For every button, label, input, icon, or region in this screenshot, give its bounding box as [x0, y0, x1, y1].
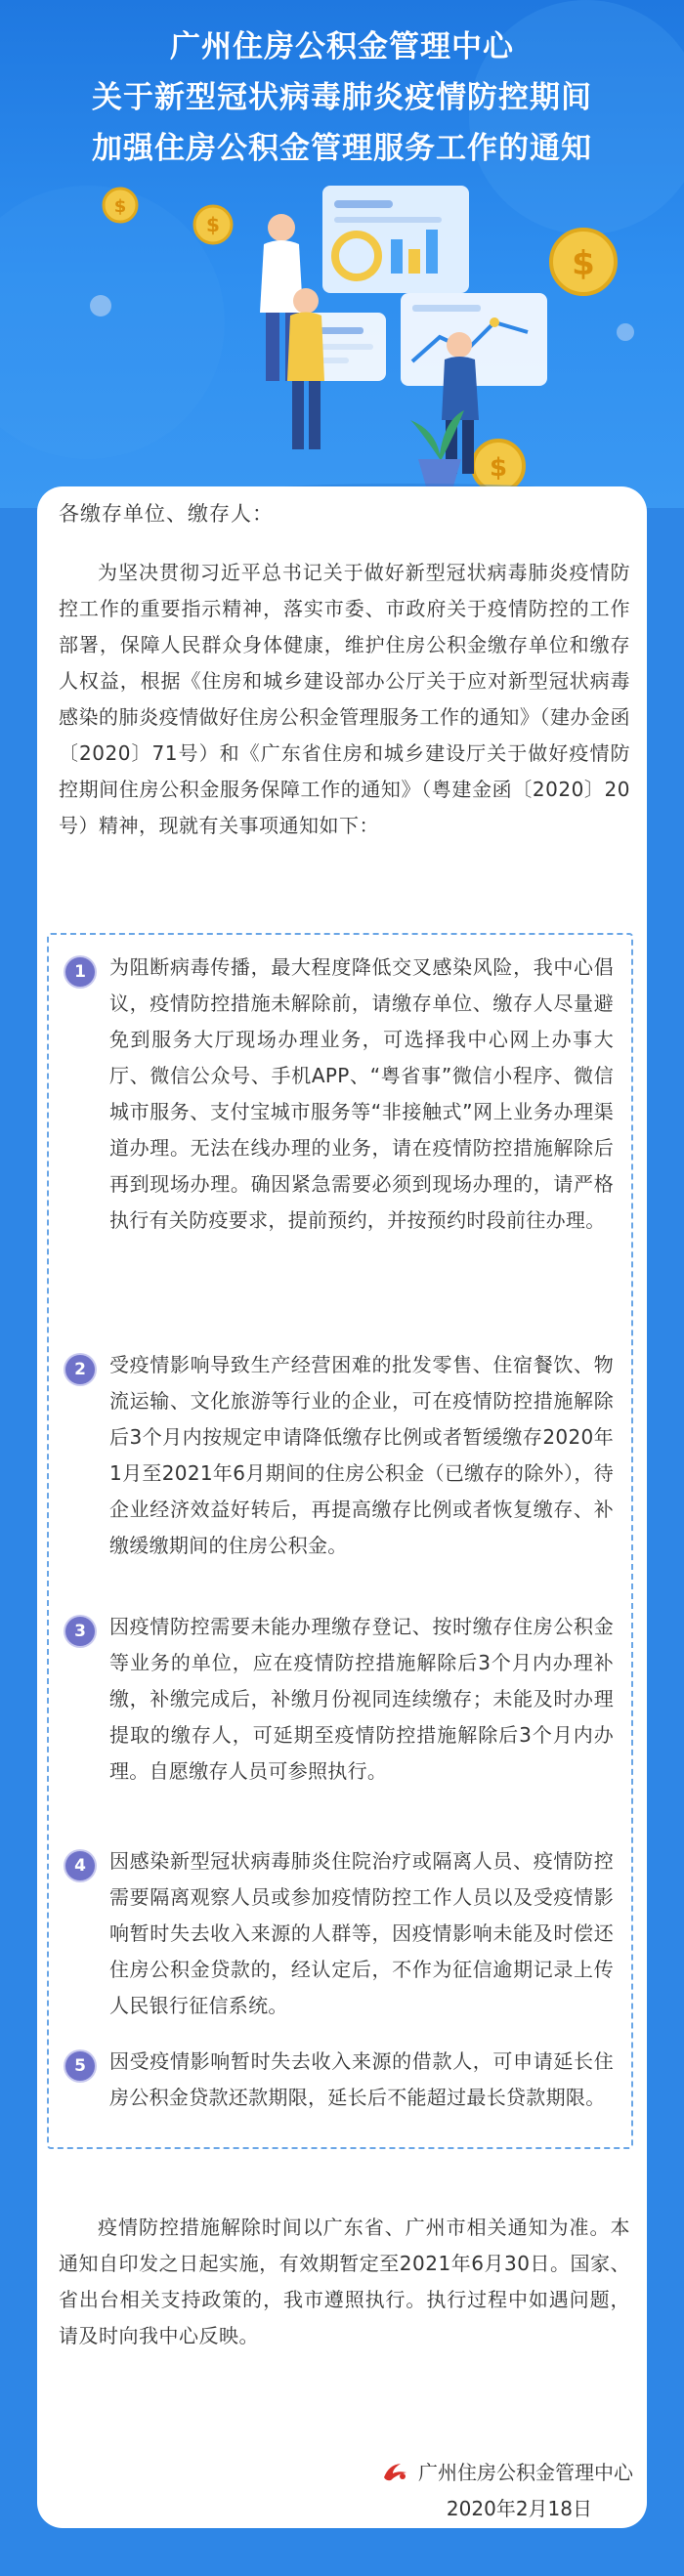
item-number-badge: 2 [65, 1355, 95, 1384]
signature-block [301, 2457, 633, 2521]
item-number-badge: 1 [65, 957, 95, 987]
title-line-2: 关于新型冠状病毒肺炎疫情防控期间 [92, 80, 592, 115]
greeting: 各缴存单位、缴存人： [59, 502, 274, 526]
closing-paragraph: 疫情防控措施解除时间以广东省、广州市相关通知为准。本通知自印发之日起实施，有效期暂定至2021年6月30日。国家、省出台相关支持政策的，我市遵照执行。执行过程中如遇问题，请及时向我中心反映。 [59, 2216, 630, 2347]
coin-icon [551, 230, 616, 294]
svg-text:$: $ [489, 453, 508, 483]
signature-date: 2020年2月18日 [446, 2497, 592, 2520]
list-item: 因疫情防控需要未能办理缴存登记、按时缴存住房公积金等业务的单位，应在疫情防控措施解除后3个月内办理补缴，补缴完成后，补缴月份视同连续缴存；未能及时办理提取的缴存人，可延期至疫情防控措施解除后3个月内办理。自愿缴存人员可参照执行。 [109, 1615, 614, 1783]
svg-text:$: $ [113, 196, 127, 217]
title-line-3: 加强住房公积金管理服务工作的通知 [92, 131, 592, 166]
list-item: 因受疫情影响暂时失去收入来源的借款人，可申请延长住房公积金贷款还款期限，延长后不能超过最长贷款期限。 [109, 2049, 614, 2109]
coin-icon [473, 441, 524, 491]
item-number-badge: 4 [65, 1851, 95, 1880]
signature-org: 广州住房公积金管理中心 [418, 2461, 633, 2484]
title-line-1: 广州住房公积金管理中心 [170, 29, 514, 64]
list-item: 因感染新型冠状病毒肺炎住院治疗或隔离人员、疫情防控需要隔离观察人员或参加疫情防控工作人员以及受疫情影响暂时失去收入来源的人群等，因疫情影响未能及时偿还住房公积金贷款的，经认定后，不作为征信逾期记录上传人民银行征信系统。 [109, 1849, 614, 2017]
list-item: 为阻断病毒传播，最大程度降低交叉感染风险，我中心倡议，疫情防控措施未解除前，请缴存单位、缴存人尽量避免到服务大厅现场办理业务，可选择我中心网上办事大厅、微信公众号、手机APP、“粤省事”微信小程序、微信城市服务、支付宝城市服务等“非接触式”网上业务办理渠道办理。无法在线办理的业务，请在疫情防控措施解除后再到现场办理。确因紧急需要必须到现场办理的，请严格执行有关防疫要求，提前预约，并按预约时段前往办理。 [109, 955, 614, 1232]
dashboard-screen-icon [322, 186, 469, 293]
svg-text:$: $ [206, 213, 220, 236]
coin-icon [194, 206, 232, 243]
coin-icon [104, 189, 137, 222]
intro-paragraph: 为坚决贯彻习近平总书记关于做好新型冠状病毒肺炎疫情防控工作的重要指示精神，落实市委、市政府关于疫情防控的工作部署，保障人民群众身体健康，维护住房公积金缴存单位和缴存人权益，根据《住房和城乡建设部办公厅关于应对新型冠状病毒感染的肺炎疫情做好住房公积金管理服务工作的通知》（建办金函〔2020〕71号）和《广东省住房和城乡建设厅关于做好疫情防控期间住房公积金服务保障工作的通知》（粤建金函〔2020〕20号）精神，现就有关事项通知如下： [59, 561, 630, 837]
org-logo-icon [381, 2461, 410, 2482]
svg-text:$: $ [572, 244, 595, 283]
header-banner [0, 0, 684, 508]
item-number-badge: 5 [65, 2051, 95, 2081]
list-item: 受疫情影响导致生产经营困难的批发零售、住宿餐饮、物流运输、文化旅游等行业的企业，可在疫情防控措施解除后3个月内按规定申请降低缴存比例或者暂缓缴存2020年1月至2021年6月期间的住房公积金（已缴存的除外），待企业经济效益好转后，再提高缴存比例或者恢复缴存、补缴缓缴期间的住房公积金。 [109, 1353, 614, 1557]
item-number-badge: 3 [65, 1617, 95, 1646]
